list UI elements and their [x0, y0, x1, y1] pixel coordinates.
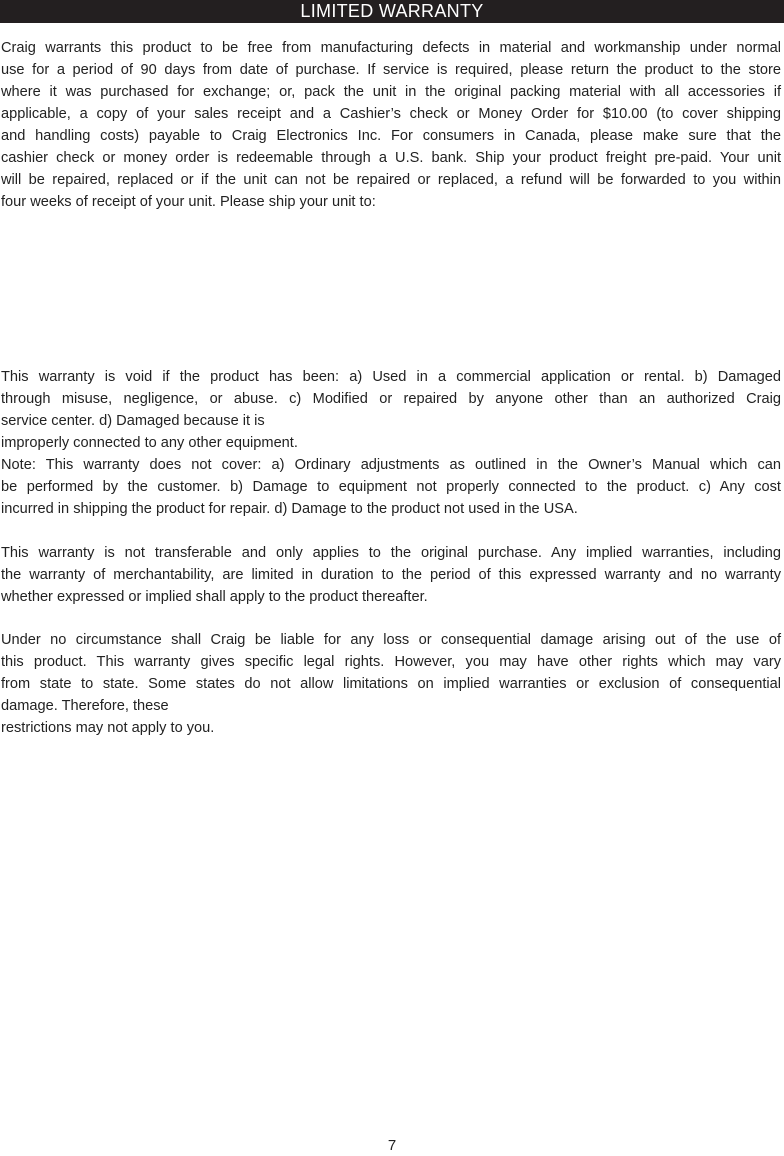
text-line: service center. d) Damaged because it is	[1, 413, 265, 429]
text-line: This warranty is not transferable and only applies to the original purchase. Any implied warranties, including	[1, 545, 781, 561]
warranty-void-paragraph	[1, 366, 781, 520]
text-line: improperly connected to any other equipment.	[1, 435, 298, 451]
text-line: use for a period of 90 days from date of purchase. If service is required, please return the product to the store	[1, 62, 781, 78]
warranty-terms-paragraph	[1, 37, 781, 213]
text-line: Craig warrants this product to be free from manufacturing defects in material and workmanship under normal	[1, 40, 781, 56]
text-line: through misuse, negligence, or abuse. c) Modified or repaired by anyone other than an authorized Craig	[1, 391, 781, 407]
text-line: incurred in shipping the product for repair. d) Damage to the product not used in the USA.	[1, 501, 578, 517]
text-line: Under no circumstance shall Craig be liable for any loss or consequential damage arising out of the use of	[1, 632, 781, 648]
text-line: damage. Therefore, these	[1, 698, 169, 714]
text-line: the warranty of merchantability, are limited in duration to the period of this expressed warranty and no warranty	[1, 567, 781, 583]
text-line: applicable, a copy of your sales receipt and a Cashier’s check or Money Order for $10.00 (to cover shipping	[1, 106, 781, 122]
text-line: this product. This warranty gives specific legal rights. However, you may have other rights which may vary	[1, 654, 781, 670]
text-line: where it was purchased for exchange; or, pack the unit in the original packing material with all accessories if	[1, 84, 781, 100]
text-line: whether expressed or implied shall apply to the product thereafter.	[1, 589, 428, 605]
text-line: restrictions may not apply to you.	[1, 720, 215, 736]
text-line: and handling costs) payable to Craig Electronics Inc. For consumers in Canada, please make sure that the	[1, 128, 781, 144]
liability-paragraph	[1, 629, 781, 739]
text-line: This warranty is void if the product has been: a) Used in a commercial application or rental. b) Damaged	[1, 369, 781, 385]
text-line: Note: This warranty does not cover: a) Ordinary adjustments as outlined in the Owner’s Manual which can	[1, 457, 781, 473]
text-line: will be repaired, replaced or if the unit can not be repaired or replaced, a refund will be forwarded to you within	[1, 172, 781, 188]
page-title: LIMITED WARRANTY	[0, 0, 784, 23]
text-line: be performed by the customer. b) Damage to equipment not properly connected to the product. c) Any cost	[1, 479, 781, 495]
text-line: cashier check or money order is redeemable through a U.S. bank. Ship your product freight pre-paid. Your unit	[1, 150, 781, 166]
text-line: from state to state. Some states do not allow limitations on implied warranties or exclusion of consequential	[1, 676, 781, 692]
page-number: 7	[387, 1137, 397, 1154]
transferability-paragraph	[1, 542, 781, 608]
text-line: four weeks of receipt of your unit. Please ship your unit to:	[1, 194, 376, 210]
